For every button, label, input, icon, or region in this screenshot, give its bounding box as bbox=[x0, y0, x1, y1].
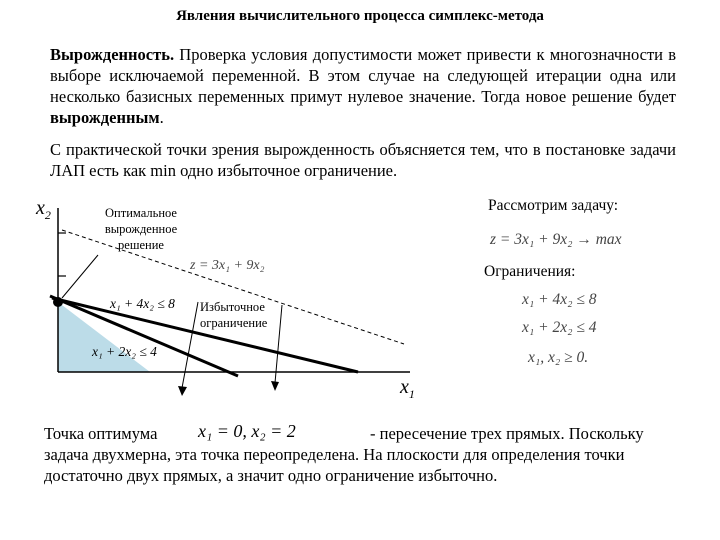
feasible-region bbox=[58, 302, 150, 372]
conclusion-line-2: задача двухмерна, эта точка переопределена. На плоскости для определения точки bbox=[44, 445, 625, 464]
problem-heading: Рассмотрим задачу: bbox=[488, 197, 619, 214]
y-axis-label: $x_2$ bbox=[36, 197, 51, 222]
problem-constraint-1: x₁ + 4x₂ ≤ 8 bbox=[522, 291, 597, 308]
constraint-label-1: x₁ + 4x₂ ≤ 8 bbox=[110, 296, 175, 311]
problem-constraint-3: x₁, x₂ ≥ 0. bbox=[528, 349, 589, 366]
problem-constraint-2: x₁ + 2x₂ ≤ 4 bbox=[522, 319, 597, 336]
redundant-constraint-label: Избыточное ограничение bbox=[200, 300, 268, 330]
optimal-solution-label: Оптимальное вырожденное решение bbox=[104, 206, 178, 252]
paragraph-degeneracy-end: . bbox=[159, 108, 164, 127]
pointer-redundant bbox=[182, 302, 198, 388]
objective-label: z = 3x₁ + 9x₂ bbox=[190, 258, 265, 273]
optimum-formula: x₁ = 0, x₂ = 2 bbox=[198, 421, 296, 441]
conclusion-line-3: достаточно двух прямых, а значит одно ограничение избыточно. bbox=[44, 466, 498, 485]
pointer-optimal bbox=[62, 255, 98, 298]
constraint-label-2: x₁ + 2x₂ ≤ 4 bbox=[92, 344, 157, 359]
conclusion-lead: Точка оптимума bbox=[44, 424, 158, 443]
conclusion-rest: - пересечение трех прямых. Поскольку bbox=[370, 424, 644, 443]
optimal-point bbox=[53, 297, 63, 307]
constraints-heading: Ограничения: bbox=[484, 263, 576, 280]
problem-objective: z = 3x₁ + 9x₂ → max bbox=[490, 231, 622, 248]
paragraph-practical: С практической точки зрения вырожденность объясняется тем, что в постановке задачи ЛАП есть как min одно избыточное ограничение. bbox=[50, 140, 676, 180]
conclusion-text bbox=[44, 423, 676, 486]
x-axis-label: $x_1$ bbox=[400, 376, 415, 401]
arrowhead-redundant bbox=[178, 386, 187, 396]
arrowhead-constraint bbox=[271, 381, 279, 391]
paragraph-degeneracy-text: Проверка условия допустимости может привести к многозначности в выборе исключаемой переменной. В этом случае на следующей итерации одна или несколько базисных переменных примут нулевое значение. Тогда новое решение будет bbox=[50, 45, 676, 106]
page-title: Явления вычислительного процесса симплекс-метода bbox=[176, 8, 544, 24]
term-degeneracy: Вырожденность. bbox=[50, 45, 175, 64]
conclusion-line-1 bbox=[44, 423, 676, 444]
term-degenerate: вырожденным bbox=[50, 108, 160, 127]
